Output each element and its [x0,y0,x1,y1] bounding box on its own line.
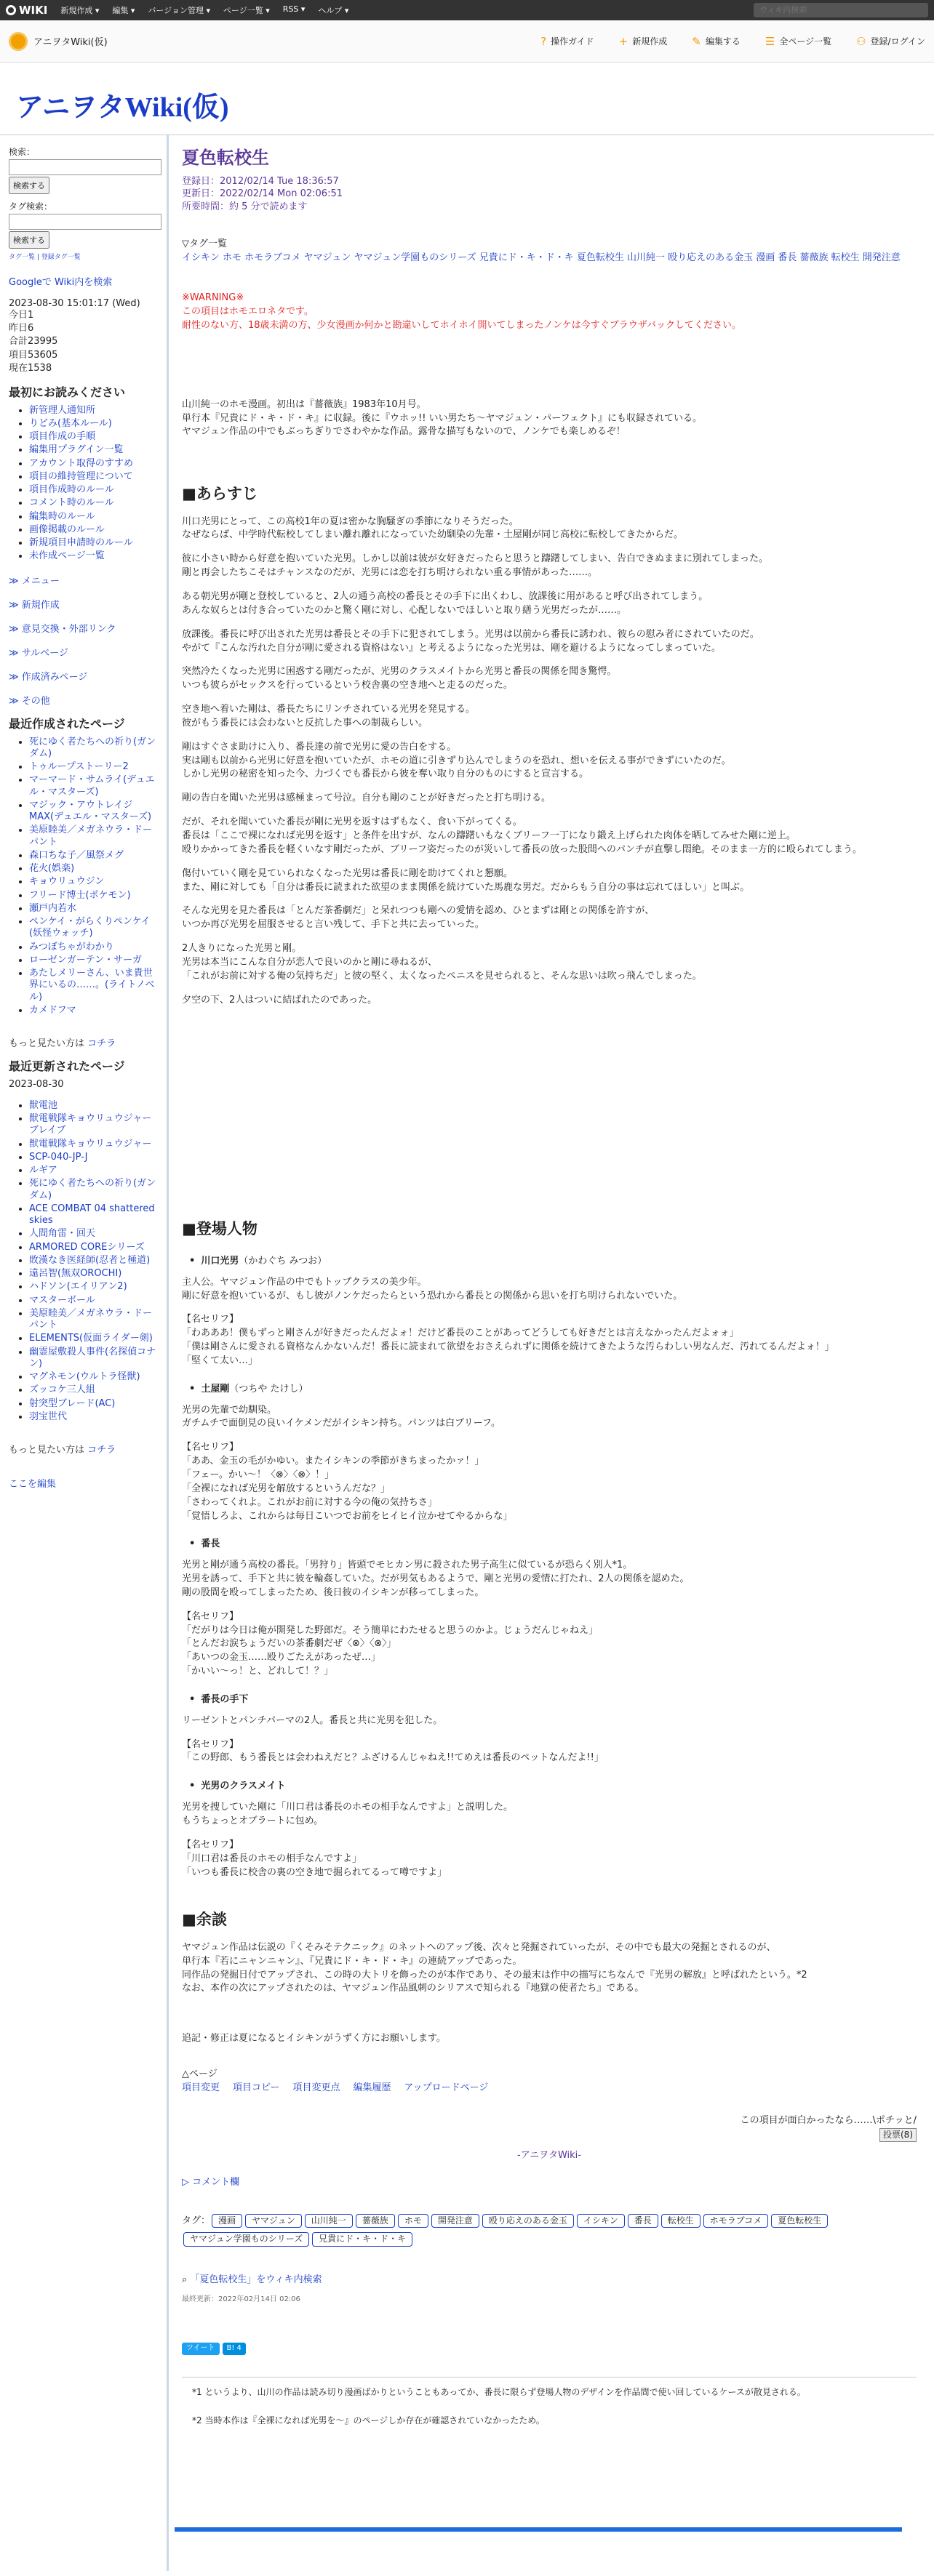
recent-updated-heading: 最近更新されたページ [9,1059,125,1074]
site-link[interactable]: アニヲタWiki(仮) [9,32,108,51]
recent-updated-item[interactable]: • ARMORED COREシリーズ [29,1242,158,1253]
tag-chip[interactable]: ヤマジュン [245,2214,302,2228]
first-read-item[interactable]: • 新規項目申請時のルール [29,537,158,549]
recent-updated-item[interactable]: • 獣電戦隊キョウリュウジャーブレイブ [29,1113,158,1137]
tag-chip[interactable]: 薔薇族 [356,2214,395,2228]
recent-updated-item[interactable]: • 美原睦美／メガネウラ・ドーパント [29,1308,158,1332]
first-read-item[interactable]: • 編集時のルール [29,511,158,523]
footnote: *1 というより、山川の作品は読み切り漫画ばかりということもあってか、番長に限らず登場人物のデザインを作品間で使い回しているケースが散見される。 [192,2387,806,2398]
recent-updated-item[interactable]: • マグネモン(ウルトラ怪獣) [29,1371,158,1383]
first-read-item[interactable]: • 項目作成の手順 [29,431,158,443]
counter-line: 昨日6 [9,323,34,334]
page-nav-link[interactable]: 項目変更点 [292,2082,340,2093]
sidebar-search-button[interactable]: 検索する [9,177,49,194]
character-text: 【名セリフ】 「ああ、金玉の毛がかゆい。またイシキンの季節がきちまったかァ！」 「フェー。かい〜！〈⊗〉〈⊗〉！」 「全裸になれば光男を解放するというんだな？」 「さわってくれよ。これがお前に対する今の俺の気持ちさ」 「覚悟しろよ、これからは毎日こいつでお前をヒイヒイ泣かせてやるからな」 [182,1442,513,1522]
character-text: 【名セリフ】 「わあああ！僕もずっと剛さんが好きだったんだよォ！だけど番長のことがあってどうしても好きだとは言えなかったんだよォォ」 「僕は剛さんに愛される資格なんかないんだ！番長に読まれて欲望をおさえられずに関係を続けてきたような汚らわしい男なんだ、汚れてるんだよォ！」 「堅くて太い…」 [182,1314,834,1366]
synopsis-paragraph: 剛の告白を聞いた光男は感極まって号泣。自分も剛のことが好きだったと打ち明ける。 [182,793,551,804]
recent-updated-item[interactable]: • 幽霊屋敷殺人事件(名探偵コナン) [29,1347,158,1371]
tag-chip[interactable]: 兄貴にド・キ・ド・キ [312,2232,412,2246]
sidebar-nav-item[interactable]: ≫ サルベージ [9,647,68,659]
top-menu-item[interactable]: RSS ▾ [282,4,306,14]
sidebar-nav-item[interactable]: ≫ 意見交換・外部リンク [9,623,116,635]
sidebar-nav-item[interactable]: ≫ メニュー [9,575,60,587]
sidebar-nav-item[interactable]: ≫ 新規作成 [9,599,60,611]
trivia-heading: ■余談 [182,1911,227,1929]
recent-created-item[interactable]: • 死にゆく者たちへの祈り(ガンダム) [29,737,158,761]
main-content [169,135,934,2571]
recent-updated-item[interactable]: • SCP-040-JP-J [29,1152,158,1163]
top-menu [60,4,348,16]
action-icon: ☰ [765,34,775,48]
wiki-logo[interactable]: WIKI [6,4,47,17]
tag-list-links[interactable]: タグ一覧 | 登録タグ一覧 [9,254,81,261]
intro-line: ヤマジュン作品の中でもぶっちぎりでさわやかな作品。露骨な描写もないので、ノンケでも楽しめるぞ！ [182,426,626,438]
first-read-list [9,405,158,563]
warning-line: この項目はホモエロネタです。 [182,305,314,317]
character-name: • 番長 [189,1538,917,1552]
datetime: 2023-08-30 15:01:17 (Wed) [9,298,140,309]
action-item[interactable]: ? 操作ガイド [540,34,594,48]
meta-line: 更新日：2022/02/14 Mon 02:06:51 [182,188,343,200]
synopsis-paragraph: 夕空の下、2人はついに結ばれたのであった。 [182,994,378,1006]
tag-chip[interactable]: 漫画 [212,2214,242,2228]
character-text: 【名セリフ】 「この野郎、もう番長とは会わねえだと？ふざけるんじゃねえ!!てめえは番長のペットなんだよ!!」 [182,1738,604,1764]
closing-text: 追記・修正は夏になるとイシキンがうずく方にお願いします。 [182,2033,446,2045]
character-text: 主人公。ヤマジュン作品の中でもトップクラスの美少年。 剛に好意を抱いているが、もし彼がノンケだったらという恐れから番長との関係から思いを打ち明けられないでいた。 [182,1276,683,1301]
wiki-search-input[interactable] [754,3,928,17]
recent-created-item[interactable]: • カメドフマ [29,1005,158,1016]
vote-button[interactable]: 投票(8) [879,2128,917,2142]
google-search-link[interactable]: Googleで Wiki内を検索 [9,277,113,288]
synopsis-heading: ■あらすじ [182,485,258,503]
comment-toggle[interactable]: ▷ コメント欄 [182,2177,240,2188]
action-icon: ⚇ [856,34,866,48]
recent-created-item[interactable]: • マーマード・サムライ(デュエル・マスターズ) [29,774,158,798]
top-menu-item[interactable]: ヘルプ ▾ [318,6,349,15]
edit-here-link[interactable]: ここを編集 [9,1479,57,1490]
page-nav-link[interactable]: アップロードページ [404,2082,489,2093]
counter-line: 合計23995 [9,336,58,348]
recent-updated-item[interactable]: • 遠呂智(無双OROCHI) [29,1268,158,1280]
character-name: • 光男のクラスメイト [189,1780,917,1794]
tag-chip[interactable]: 殴り応えのある金玉 [482,2214,574,2228]
synopsis-paragraph: だが、それを聞いていた番長が剛に光男を返すはずもなく、食い下がってくる。 番長は「ここで裸になれば光男を返す」と条件を出すが、なんの躊躇いもなくブリーフ一丁になり鍛え上げられた肉体を晒してみせた剛に逆上。 殴りかかってきた番長を軽くいなす剛だったが、ブリーフ姿だったのが災いして番長の放った股間へのパンチが直撃し悶絶。そのまま一方的に殴られてしまう。 [182,816,862,855]
tag-heading: ▽タグ一覧 [182,238,227,250]
first-read-item[interactable]: • コメント時のルール [29,497,158,509]
recent-updated-item[interactable]: • 獣電戦隊キョウリュウジャー [29,1139,158,1150]
synopsis-paragraph: 彼に小さい時から好意を抱いていた光男。しかし以前は彼が女好きだったらと思うと躊躇してしまい、告白できぬままに別れてしまった。 剛と再会したちこそはチャンスなのだが、光男には恋を打ち明けられない重る事情があった……。 [182,553,769,579]
sub-bar [0,20,934,63]
recent-updated-item[interactable]: • ハドソン(エイリアン2) [29,1281,158,1293]
action-item[interactable]: ⚇ 登録/ログイン [856,34,925,48]
recent-created-item[interactable]: • 美原睦美／メガネウラ・ドーパント [29,824,158,848]
synopsis-paragraph: 2人きりになった光男と剛。 光男は本当にこんな自分が恋人で良いのかと剛に尋ねるが、 「これがお前に対する俺の気持ちだ」と彼の堅く、太くなったペニスを見せられると、そんな思いは吹っ飛んでしまった。 [182,943,702,982]
character-text: 【名セリフ】 「だがりは今日は俺が開発した野郎だ。そう簡単にわたせると思うのかよ。じょうだんじゃねえ」 「とんだお涙ちょうだいの茶番劇だぜ〈⊗〉〈⊗〉」 「あいつの金玉……殴りごたえがあったぜ…」 「かいい〜っ！と、どれして！？」 [182,1610,599,1677]
recent-created-item[interactable]: • フリード博士(ポケモン) [29,890,158,902]
first-read-item[interactable]: • アカウント取得のすすめ [29,458,158,470]
synopsis-paragraph: そんな光男を見た番長は「とんだ茶番劇だ」と呆れつつも剛への愛情を認め、ひとまずは剛との関係を許すが、 いつか再び光男を屈服させると言い残して、手下と共に去っていった。 [182,905,655,931]
tag-chip[interactable]: イシキン [577,2214,625,2228]
meta-line: 所要時間：約 5 分で読めます [182,201,308,212]
recent-created-item[interactable]: • 森口ちな子／風祭メグ [29,850,158,862]
action-icon: + [618,34,628,48]
synopsis [182,515,917,1008]
wiki-search-link[interactable]: ⌕ 「夏色転校生」をウィキ内検索 [182,2274,322,2285]
footnotes [182,2377,917,2428]
recent-created-heading: 最近作成されたページ [9,716,125,731]
synopsis-paragraph: 放課後。番長に呼び出された光男は番長とその手下に犯されてしまう。光男は以前から番長に誘われ、彼らの慰み者にされていたのだ。 やがて『こんな汚れた自分が剛に愛される資格はない』と考えるようになった光男は、剛を避けるようになってしまっていた。 [182,628,759,654]
hatena-button[interactable]: B! 4 [223,2343,246,2355]
tag-chip[interactable]: 山川純一 [305,2214,353,2228]
action-item[interactable]: ✎ 編集する [692,34,741,48]
recent-created-item[interactable]: • あたしメリーさん、いま貴世界にいるの……。(ライトノベル) [29,968,158,1003]
sidebar-nav-item[interactable]: ≫ 作成済みページ [9,671,88,683]
site-title[interactable]: アニヲタWiki(仮) [16,92,229,123]
recent-created-item[interactable]: • ローゼンガーテン・サーガ [29,955,158,966]
character-text: 光男と剛が通う高校の番長。「男狩り」皆頭でモヒカン男に殺された男子高生に似ているが恐らく別人*1。 光男を誘って、手下と共に彼を輪姦していた。だが男気もあるようで、剛と光男の愛情に打たれ、2人の関係を認めた。 剛の股間を殴ってしまったため、後日彼のイシキンが移ってしまった。 [182,1560,690,1598]
sidebar-nav-item[interactable]: ≫ その他 [9,695,50,707]
action-icon: ✎ [692,34,701,48]
first-read-item[interactable]: • りどみ(基本ルール) [29,418,158,430]
recent-updated-item[interactable]: • ルギア [29,1165,158,1176]
page-title: 夏色転校生 [182,148,269,168]
share-buttons [182,2341,917,2355]
characters [182,1255,917,1880]
trivia-text: ヤマジュン作品は伝説の『くそみそテクニック』のネットへのアップ後、次々と発掘されていったが、その中でも最大の発掘とされるのが、 単行本『若にニャンニャン』、『兄貴にド・キ・ド・キ』の連続アップであった。 同作品の発掘日付でアップされ、この時の大トリを飾ったのが本作であり、その最末は作中の描写にちなんで『光男の解放』と呼ばれたという。*2 なお、本作の次にアップされたのは、ヤマジュン作品風刺のシリアスで知られる『地獄の使者たち』である。 [182,1941,807,1994]
recent-created-item[interactable]: • マジック・アウトレイジMAX(デュエル・マスターズ) [29,800,158,824]
synopsis-paragraph: 傷付いていく剛を見ていられなくなった光男は番長に剛を助けてくれと懇願。 また、剛に対しても「自分は番長に読まれた欲望のまま関係を続けていた馬鹿な男だ。だからもう自分の事は忘れてほしい」と叫ぶ。 [182,867,750,893]
character-text: 【名セリフ】 「川口君は番長のホモの相手なんですよ」 「いつも番長に校舎の裏の空き地で掘られてるって噂ですよ」 [182,1839,447,1878]
recent-created-item[interactable]: • 花火(娯楽) [29,863,158,875]
top-menu-item[interactable]: バージョン管理 ▾ [148,6,210,15]
synopsis-paragraph: 川口光男にとって、この高校1年の夏は密かな胸騒ぎの季節になりそうだった。 なぜならば、中学時代転校してしまい離れ離れになっていた幼馴染の先輩・土屋剛が同じ高校に転校してきたからだ。 [182,515,684,541]
action-icon: ? [540,34,547,48]
page-meta [182,175,917,214]
character-text: 光男の先輩で幼馴染。 ガチムチで面倒見の良いイケメンだがイシキン持ち。パンツは白ブリーフ。 [182,1404,500,1429]
action-bar [540,35,925,48]
tag-chip[interactable]: 夏色転校生 [771,2214,828,2228]
site-header [0,63,934,135]
recent-updated-item[interactable]: • マスターボール [29,1295,158,1307]
first-read-item[interactable]: • 画像掲載のルール [29,524,158,536]
sidebar [0,135,169,2571]
tag-chip[interactable]: 転校生 [661,2214,700,2228]
top-bar [0,0,934,20]
tag-chip[interactable]: ヤマジュン学園ものシリーズ [183,2232,309,2246]
search-icon: ⌕ [182,2274,191,2285]
counter-line: 今日1 [9,310,34,321]
recent-updated-item[interactable]: • 敗漢なき医経師(忍者と極道) [29,1255,158,1267]
site-icon [9,32,28,51]
warning-box [182,292,917,333]
tweet-button[interactable]: ツイート [182,2343,220,2355]
top-menu-item[interactable]: 新規作成 ▾ [60,6,100,15]
recent-updated-item[interactable]: • ACE COMBAT 04 shattered skies [29,1203,158,1227]
intro-line: 山川純一のホモ漫画。初出は『薔薇族』1983年10月号。 [182,398,426,410]
tag-chip[interactable]: ホモ [398,2214,428,2228]
tag-chip[interactable]: ホモラブコメ [703,2214,768,2228]
action-item[interactable]: ☰ 全ページ一覧 [765,34,832,48]
page-nav [182,2082,917,2095]
page-nav-link[interactable]: 項目コピー [233,2082,280,2093]
tag-links[interactable]: イシキン ホモ ホモラブコメ ヤマジュン ヤマジュン学園ものシリーズ 兄貴にド・キ・ド・キ 夏色転校生 山川純一 殴り応えのある金玉 漫画 番長 薔薇族 転校生 開発注意 [182,252,901,264]
recent-updated-item[interactable]: • ズッコケ三人組 [29,1384,158,1396]
synopsis-paragraph: 剛はすぐさま助けに入り、番長達の前で光男に愛の告白をする。 実は剛も以前から光男に好意を抱いていたが、ホモの道に引きずり込んでしまうのを恐れ、想いを伝える事ができずにいたのだ。 しかし光男の秘密を知った今、力づくでも番長から彼を奪い取り自分のものにすると宣言する。 [182,741,731,780]
recent-updated-item[interactable]: • 羽宝世代 [29,1411,158,1423]
first-read-item[interactable]: • 編集用プラグイン一覧 [29,444,158,456]
recent-updated-item[interactable]: • 射突型ブレード(AC) [29,1398,158,1410]
vote-area: この項目が面白かったなら……\ポチッと/ 投票(8) [182,2114,917,2143]
tag-chip[interactable]: 開発注意 [431,2214,479,2228]
recent-created-item[interactable]: • 瀬戸内若水 [29,903,158,915]
first-read-item[interactable]: • 新管理人通知所 [29,405,158,417]
recent-created-item[interactable]: • トゥループストーリー2 [29,761,158,773]
recent-updated-list [9,1100,158,1423]
tag-search-label: タグ検索： [9,201,53,212]
warning-line: ※WARNING※ [182,292,244,304]
counter-stats [9,309,158,375]
character-name: • 川口光男（かわぐち みつお） [189,1255,917,1269]
recent-created-list [9,737,158,1017]
bottom-bar [175,2527,902,2532]
characters-heading: ■登場人物 [182,1220,258,1238]
last-edit: 最終更新：2022年02月14日 02:06 [182,2295,300,2303]
character-name: • 番長の手下 [189,1693,917,1707]
first-read-item[interactable]: • 項目の維持管理について [29,471,158,483]
synopsis-paragraph: 空き地へ着いた剛は、番長たちにリンチされている光男を発見する。 彼がもう番長には会わないと反抗した事への制裁らしい。 [182,704,476,729]
recent-updated-item[interactable]: • 獣電池 [29,1100,158,1112]
action-item[interactable]: + 新規作成 [618,34,668,48]
counter-line: 項目53605 [9,349,58,361]
top-menu-item[interactable]: 編集 ▾ [112,6,135,15]
recent-updated-item[interactable]: • 人間角雷・回天 [29,1228,158,1240]
first-read-item[interactable]: • 項目作成時のルール [29,484,158,496]
recent-updated-item[interactable]: • ELEMENTS(仮面ライダー剣) [29,1333,158,1344]
page-nav-link[interactable]: 項目変更 [182,2082,220,2093]
more-link-1: もっと見たい方は コチラ [9,1038,116,1050]
recent-created-item[interactable]: • キョウリュウジン [29,876,158,888]
search-label: 検索： [9,147,36,157]
page-nav-heading: △ページ [182,2069,217,2080]
recent-created-item[interactable]: • みつぼちゃがわかり [29,942,158,953]
bottom-tag-list: タグ： 漫画 ヤマジュン 山川純一 薔薇族 ホモ 開発注意 殴り応えのある金玉 イシキン 番長 転校生 ホモラブコメ 夏色転校生ヤマジュン学園ものシリーズ 兄貴にド・キ・ド・キ [182,2212,917,2249]
character-name: • 土屋剛（つちや たけし） [189,1383,917,1397]
sidebar-search-input[interactable] [9,159,161,175]
meta-line: 登録日：2012/02/14 Tue 18:36:57 [182,175,339,187]
footnote: *2 当時本作は『全裸になれば光男を〜』のページしか存在が確認されていなかったため。 [192,2415,545,2426]
first-read-heading: 最初にお読みください [9,385,126,399]
intro [182,398,917,440]
top-menu-item[interactable]: ページ一覧 ▾ [223,6,270,15]
recent-created-item[interactable]: • ペンケイ・がらくりペンケイ(妖怪ウォッチ) [29,916,158,940]
tag-chip[interactable]: 番長 [628,2214,658,2228]
more-link-2: もっと見たい方は コチラ [9,1445,116,1456]
updated-date: 2023-08-30 [9,1078,64,1090]
synopsis-paragraph: 突然冷たくなった光男に困惑する剛だったが、光男のクラスメイトから光男と番長の関係を聞き驚愕。 いつも彼らがセックスを行っているという校舎裏の空き地へと走るのだった。 [182,666,617,691]
page-nav-link[interactable]: 編集履歴 [353,2082,391,2093]
character-text: 光男を捜していた剛に「川口君は番長のホモの相手なんですよ」と説明した。 もうちょっとオブラートに包め。 [182,1802,514,1826]
character-text: リーゼントとパンチパーマの2人。番長と共に光男を犯した。 [182,1714,443,1726]
warning-line: 耐性のない方、18歳未満の方、少女漫画か何かと勘違いしてホイホイ開いてしまったノンケは今すぐブラウザバックしてください。 [182,319,741,331]
site-name-footer: -アニヲタWiki- [517,2150,581,2162]
first-read-item[interactable]: • 未作成ページ一覧 [29,550,158,562]
synopsis-paragraph: ある朝光男が剛と登校していると、2人の通う高校の番長とその手下に出くわし、放課後に用があると呼び出されてしまう。 あんな奴らとは付き合っていたのかと驚く剛に対し、心配しないでほしいと取り繕う光男だったが……。 [182,591,709,616]
tag-search-input[interactable] [9,214,161,230]
tag-search-button[interactable]: 検索する [9,231,49,249]
sidebar-nav [9,573,158,707]
counter-line: 現在1538 [9,362,52,374]
recent-updated-item[interactable]: • 死にゆく者たちへの祈り(ガンダム) [29,1178,158,1202]
intro-line: 単行本『兄貴にド・キ・ド・キ』に収録。後に『ウホッ!! いい男たち〜ヤマジュン・パーフェクト』にも収録されている。 [182,412,702,424]
